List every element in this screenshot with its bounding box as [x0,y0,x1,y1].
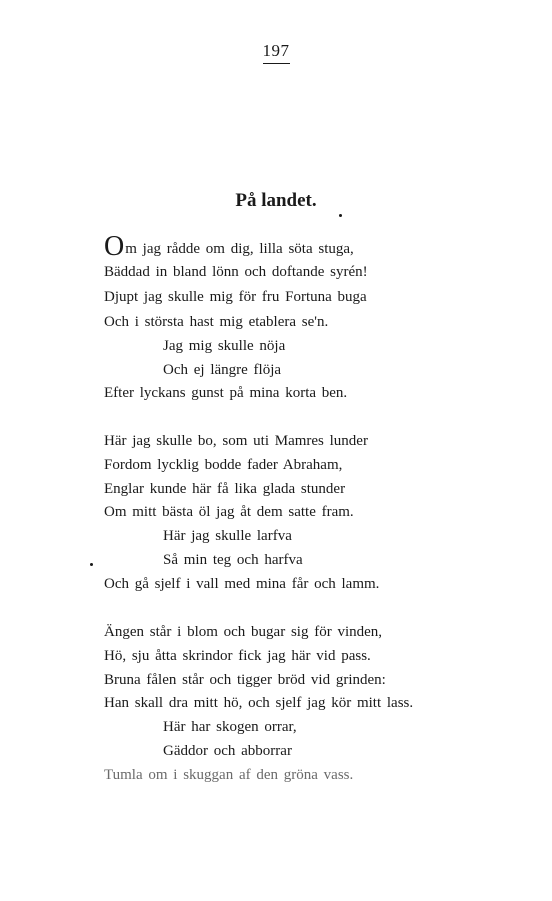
poem-line: Bäddad in bland lönn och doftande syrén! [104,264,368,280]
drop-cap: O [104,231,125,262]
poem-line: Ängen står i blom och bugar sig för vinden, [104,624,383,640]
poem-line: Om mitt bästa öl jag åt dem satte fram. [104,504,354,520]
poem-line: Bruna fålen står och tigger bröd vid grinden: [104,672,386,688]
poem-line: Så min teg och harfva [163,552,303,568]
poem-line-text: m jag rådde om dig, lilla söta stuga, [125,241,354,257]
poem-line: Englar kunde här få lika glada stunder [104,481,346,497]
poem-line: Efter lyckans gunst på mina korta ben. [104,385,348,401]
poem-line: Djupt jag skulle mig för fru Fortuna buga [104,289,367,305]
poem-line: Här jag skulle larfva [163,528,292,544]
poem-line: Jag mig skulle nöja [163,338,286,354]
poem-line [104,231,354,262]
print-speck [90,563,93,566]
print-speck [339,214,342,217]
poem-line: Och ej längre flöja [163,362,282,378]
page-number [0,41,552,64]
poem-line: Och i största hast mig etablera se'n. [104,314,329,330]
poem-title: På landet. [235,190,317,211]
poem-line: Hö, sju åtta skrindor fick jag här vid pass. [104,648,371,664]
poem-line: Gäddor och abborrar [163,743,292,759]
poem-line: Här jag skulle bo, som uti Mamres lunder [104,433,368,449]
poem-line: Tumla om i skuggan af den gröna vass. [104,767,354,783]
poem-line: Han skall dra mitt hö, och sjelf jag kör mitt lass. [104,695,414,711]
poem-line: Fordom lycklig bodde fader Abraham, [104,457,343,473]
page-number-text: 197 [263,41,290,64]
poem-line: Och gå sjelf i vall med mina får och lamm. [104,576,380,592]
poem-line: Här har skogen orrar, [163,719,297,735]
